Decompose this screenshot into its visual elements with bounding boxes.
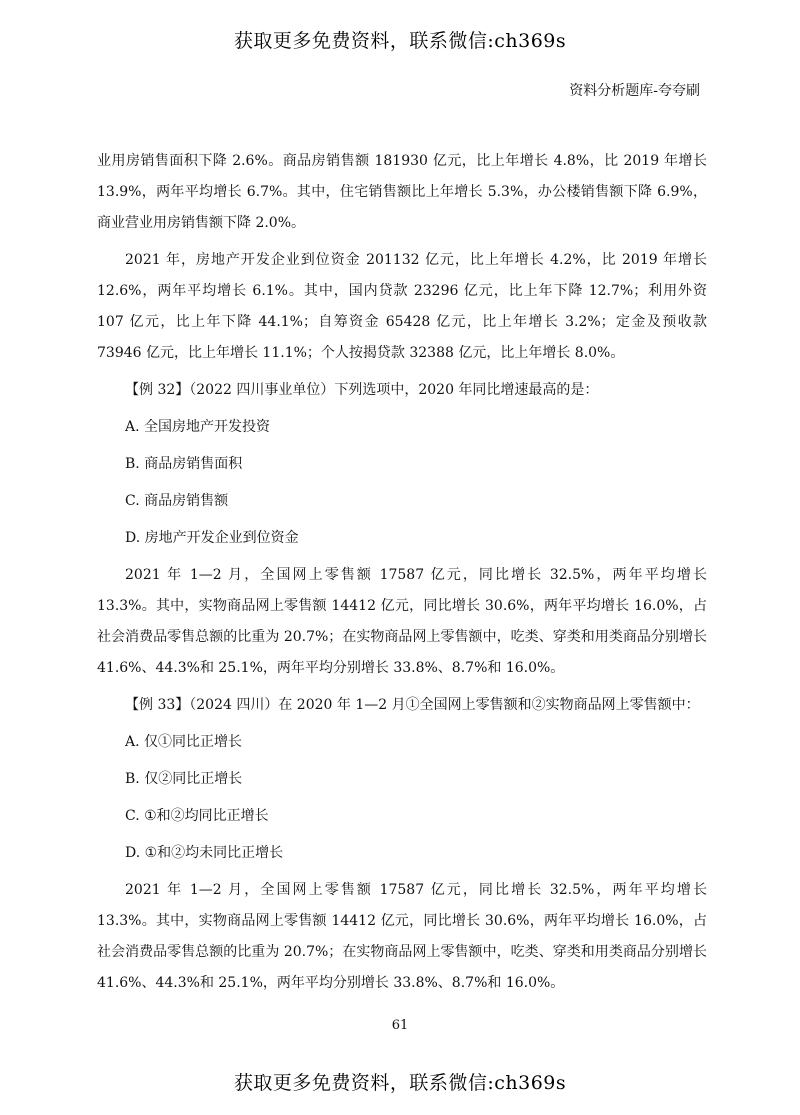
watermark-banner-top: 获取更多免费资料，联系微信:ch369s — [233, 30, 567, 52]
question-32-option-c: C. 商品房销售额 — [125, 493, 229, 509]
question-33-option-d: D. ①和②均未同比正增长 — [125, 845, 284, 861]
question-32-option-a: A. 全国房地产开发投资 — [125, 419, 271, 435]
question-33-stem: 【例 33】（2024 四川）在 2020 年 1—2 月①全国网上零售额和②实物商品网上零售额中： — [125, 697, 700, 713]
question-33-option-b: B. 仅②同比正增长 — [125, 771, 243, 787]
page-number: 61 — [391, 1018, 409, 1033]
question-33-option-a: A. 仅①同比正增长 — [125, 734, 243, 750]
paragraph-funding: 2021 年，房地产开发企业到位资金 201132 亿元，比上年增长 4.2%，比 2019 年增长 12.6%，两年平均增长 6.1%。其中，国内贷款 23296 亿元，比上年下降 12.7%；利用外资 107 亿元，比上年下降 44.1%；自筹资金 65428 亿元，比上年增长 3.2%；定金及预收款 73946 亿元，比上年增长 11.1%；个人按揭贷款 32388 亿元，比上年增长 8.0%。 — [97, 252, 707, 361]
page-content — [97, 146, 707, 1005]
question-32-option-d: D. 房地产开发企业到位资金 — [125, 530, 299, 546]
watermark-banner-bottom: 获取更多免费资料，联系微信:ch369s — [233, 1072, 567, 1094]
paragraph-online-retail-1: 2021 年 1—2 月，全国网上零售额 17587 亿元，同比增长 32.5%，两年平均增长 13.3%。其中，实物商品网上零售额 14412 亿元，同比增长 30.6%，两年平均增长 16.0%，占社会消费品零售总额的比重为 20.7%；在实物商品网上零售额中，吃类、穿类和用类商品分别增长 41.6%、44.3%和 25.1%，两年平均分别增长 33.8%、8.7%和 16.0%。 — [97, 567, 707, 676]
question-33-option-c: C. ①和②均同比正增长 — [125, 808, 269, 824]
running-header: 资料分析题库-夸夸刷 — [569, 83, 700, 99]
paragraph-online-retail-2: 2021 年 1—2 月，全国网上零售额 17587 亿元，同比增长 32.5%，两年平均增长 13.3%。其中，实物商品网上零售额 14412 亿元，同比增长 30.6%，两年平均增长 16.0%，占社会消费品零售总额的比重为 20.7%；在实物商品网上零售额中，吃类、穿类和用类商品分别增长 41.6%、44.3%和 25.1%，两年平均分别增长 33.8%、8.7%和 16.0%。 — [97, 882, 707, 991]
paragraph-sales-continued: 业用房销售面积下降 2.6%。商品房销售额 181930 亿元，比上年增长 4.8%，比 2019 年增长 13.9%，两年平均增长 6.7%。其中，住宅销售额比上年增长 5.3%，办公楼销售额下降 6.9%，商业营业用房销售额下降 2.0%。 — [97, 153, 707, 231]
question-32-stem: 【例 32】（2022 四川事业单位）下列选项中，2020 年同比增速最高的是： — [125, 382, 599, 398]
question-32-option-b: B. 商品房销售面积 — [125, 456, 243, 472]
